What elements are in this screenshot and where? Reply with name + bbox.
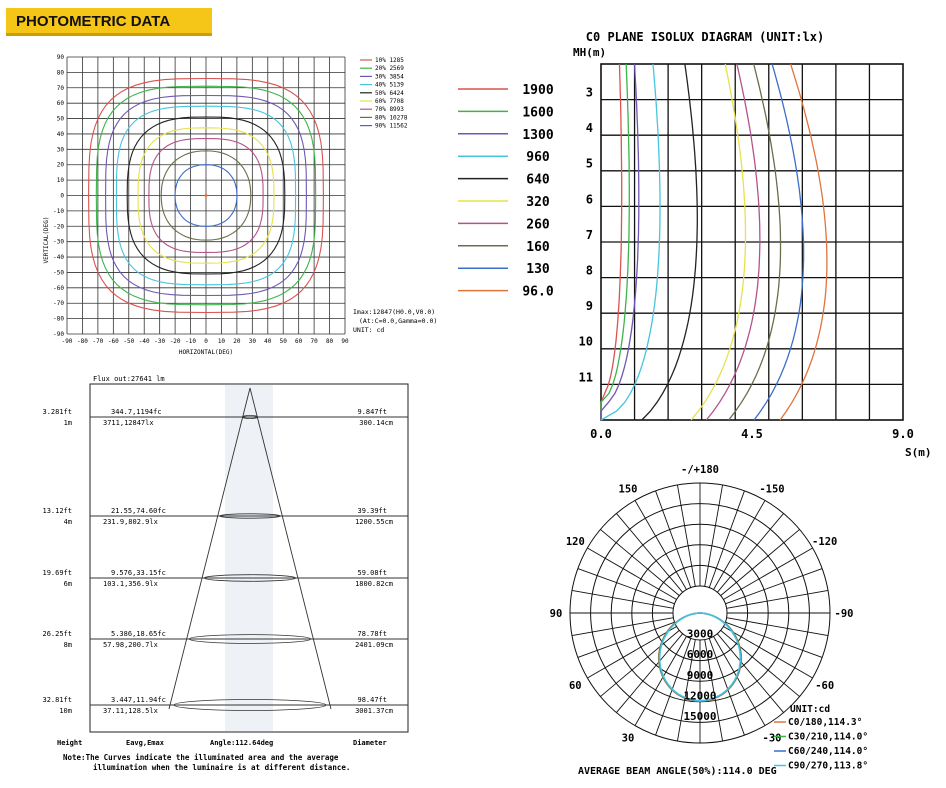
row-illuminance-fc: 21.55,74.60fc bbox=[111, 507, 166, 515]
y-tick-label: 0 bbox=[60, 192, 64, 200]
y-tick-label: 7 bbox=[585, 227, 593, 242]
y-tick-label: 9 bbox=[585, 299, 593, 314]
polar-radial-label: 6000 bbox=[686, 648, 714, 662]
row-diameter-cm: 3001.37cm bbox=[355, 707, 393, 715]
polar-legend bbox=[774, 717, 868, 772]
x-tick-label: -50 bbox=[123, 338, 135, 345]
footer-eavg: Eavg,Emax bbox=[126, 739, 164, 747]
x-tick-label: 90 bbox=[341, 338, 349, 345]
polar-angle-label: 120 bbox=[565, 536, 585, 548]
y-tick-label: 3 bbox=[585, 85, 593, 100]
row-diameter-cm: 300.14cm bbox=[359, 419, 393, 427]
x-tick-label: 40 bbox=[264, 338, 272, 345]
polar-radial-label: 15000 bbox=[683, 710, 717, 723]
row-diameter-ft: 98.47ft bbox=[357, 696, 387, 704]
row-diameter-cm: 1800.82cm bbox=[355, 580, 393, 588]
y-tick-label: 50 bbox=[56, 115, 64, 123]
row-height-ft: 19.69ft bbox=[42, 569, 72, 577]
candela-unit: UNIT: cd bbox=[353, 326, 385, 334]
y-tick-label: 40 bbox=[56, 130, 64, 138]
polar-radial-label: 9000 bbox=[686, 668, 714, 682]
polar-angle-label: -/+180 bbox=[681, 464, 719, 476]
row-illuminance-lx: 231.9,802.9lx bbox=[103, 518, 158, 526]
polar-spoke bbox=[572, 618, 673, 636]
x-tick-label: -60 bbox=[107, 338, 119, 345]
row-illuminance-lx: 57.98,200.7lx bbox=[103, 641, 158, 649]
y-tick-label: 20 bbox=[56, 161, 64, 169]
polar-unit: UNIT:cd bbox=[790, 704, 831, 715]
y-tick-label: -80 bbox=[53, 315, 64, 323]
legend-label: 10% 1285 bbox=[375, 57, 404, 64]
polar-angle-labels bbox=[550, 464, 854, 745]
row-height-ft: 3.281ft bbox=[42, 408, 72, 416]
illuminance-cone-chart bbox=[40, 370, 440, 780]
x-tick-label: 60 bbox=[295, 338, 303, 345]
x-tick-label: -20 bbox=[169, 338, 181, 345]
row-height-m: 1m bbox=[63, 419, 72, 427]
row-diameter-ft: 59.08ft bbox=[357, 569, 387, 577]
isolux-chart bbox=[450, 20, 946, 465]
row-illuminance-lx: 3711,12847lx bbox=[103, 419, 154, 427]
row-height-ft: 13.12ft bbox=[42, 507, 72, 515]
isolux-grid bbox=[601, 64, 903, 420]
legend-label: C30/210,114.0° bbox=[788, 731, 869, 743]
iso-candela-legend bbox=[360, 57, 408, 130]
x-tick-label: -10 bbox=[185, 338, 196, 345]
section-title: PHOTOMETRIC DATA bbox=[6, 8, 212, 36]
x-tick-label: 4.5 bbox=[741, 427, 763, 441]
legend-label: 130 bbox=[526, 262, 550, 278]
row-illuminance-fc: 344.7,1194fc bbox=[111, 408, 162, 416]
legend-label: 1600 bbox=[522, 105, 554, 121]
y-tick-label: -40 bbox=[53, 254, 64, 262]
row-height-ft: 32.81ft bbox=[42, 696, 72, 704]
polar-angle-label: -60 bbox=[815, 680, 835, 692]
isolux-x-label: S(m) bbox=[905, 446, 932, 459]
row-diameter-ft: 78.78ft bbox=[357, 630, 387, 638]
legend-label: 20% 2569 bbox=[375, 65, 404, 73]
y-tick-label: 10 bbox=[56, 177, 64, 185]
polar-angle-label: -30 bbox=[762, 732, 782, 745]
polar-spoke bbox=[705, 485, 723, 586]
flux-output: Flux out:27641 lm bbox=[93, 375, 165, 383]
cone-shade bbox=[225, 385, 273, 731]
x-tick-label: 50 bbox=[279, 338, 287, 345]
legend-label: 1300 bbox=[522, 127, 554, 143]
row-diameter-cm: 1200.55cm bbox=[355, 518, 393, 526]
x-tick-label: 80 bbox=[325, 338, 334, 345]
legend-label: 260 bbox=[526, 217, 550, 233]
polar-angle-label: 90 bbox=[549, 608, 563, 620]
polar-angle-label: -90 bbox=[834, 608, 854, 620]
row-height-m: 6m bbox=[63, 580, 72, 588]
x-tick-label: 70 bbox=[310, 338, 318, 345]
legend-label: 30% 3854 bbox=[375, 73, 404, 81]
polar-angle-label: 150 bbox=[618, 483, 638, 496]
legend-label: 90% 11562 bbox=[375, 122, 408, 130]
legend-label: 60% 7708 bbox=[375, 98, 404, 105]
y-tick-label: 6 bbox=[585, 192, 593, 207]
imax-angle-note: (At:C=0.0,Gamma=0.0) bbox=[359, 317, 438, 325]
polar-spoke bbox=[727, 618, 828, 636]
y-tick-label: 90 bbox=[56, 54, 64, 61]
x-tick-label: 20 bbox=[233, 338, 241, 345]
isolux-title: C0 PLANE ISOLUX DIAGRAM (UNIT:lx) bbox=[585, 30, 825, 44]
x-tick-label: 0.0 bbox=[590, 427, 612, 441]
y-tick-label: -70 bbox=[53, 300, 64, 308]
y-tick-label: 80 bbox=[56, 69, 64, 77]
legend-label: 640 bbox=[526, 172, 550, 188]
polar-spoke bbox=[572, 590, 673, 608]
x-tick-label: -80 bbox=[77, 338, 88, 345]
x-tick-label: -70 bbox=[92, 338, 104, 345]
polar-spoke bbox=[677, 485, 695, 586]
polar-angle-label: -120 bbox=[812, 536, 838, 548]
row-height-ft: 26.25ft bbox=[42, 630, 72, 638]
y-tick-label: 10 bbox=[578, 334, 593, 349]
iso-candela-chart bbox=[0, 45, 460, 365]
row-height-m: 10m bbox=[59, 707, 72, 715]
polar-radial-label: 12000 bbox=[683, 689, 717, 703]
polar-angle-label: -150 bbox=[759, 483, 785, 496]
row-illuminance-lx: 37.11,128.5lx bbox=[103, 707, 158, 715]
legend-label: 1900 bbox=[522, 83, 554, 98]
footer-angle: Angle:112.64deg bbox=[210, 739, 274, 747]
y-tick-label: 30 bbox=[56, 146, 64, 154]
y-tick-label: -30 bbox=[53, 238, 64, 246]
legend-label: C90/270,113.8° bbox=[788, 760, 869, 772]
legend-label: 50% 6424 bbox=[375, 89, 404, 97]
row-height-m: 8m bbox=[63, 641, 72, 649]
row-diameter-ft: 9.847ft bbox=[357, 408, 387, 416]
x-tick-label: -30 bbox=[154, 338, 166, 345]
polar-chart bbox=[520, 460, 940, 785]
y-tick-label: 70 bbox=[56, 84, 64, 92]
polar-angle-label: 30 bbox=[621, 732, 635, 745]
legend-label: 160 bbox=[526, 239, 550, 255]
y-tick-label: -90 bbox=[53, 331, 64, 338]
polar-radial-label: 3000 bbox=[686, 627, 714, 641]
legend-label: C60/240,114.0° bbox=[788, 746, 869, 757]
row-illuminance-fc: 5.386,18.65fc bbox=[111, 630, 166, 638]
isolux-legend bbox=[458, 83, 554, 300]
legend-label: 96.0 bbox=[522, 284, 554, 300]
legend-label: 80% 10278 bbox=[375, 114, 408, 122]
x-tick-label: 9.0 bbox=[892, 427, 914, 441]
y-tick-label: 60 bbox=[56, 100, 64, 108]
x-tick-label: -90 bbox=[61, 338, 73, 345]
legend-label: 70% 8993 bbox=[375, 106, 404, 114]
y-tick-label: -10 bbox=[53, 207, 64, 215]
cone-note-line1: Note:The Curves indicate the illuminated area and the average bbox=[63, 753, 339, 762]
y-tick-label: 4 bbox=[585, 121, 593, 136]
row-diameter-ft: 39.39ft bbox=[357, 507, 387, 515]
iso-candela-x-label: HORIZONTAL(DEG) bbox=[178, 349, 234, 356]
legend-label: C0/180,114.3° bbox=[788, 717, 863, 728]
row-illuminance-fc: 9.576,33.15fc bbox=[111, 569, 166, 577]
footer-height: Height bbox=[57, 739, 83, 747]
imax-note: Imax:12847(H0.0,V0.0) bbox=[353, 308, 436, 316]
iso-candela-y-label: VERTICAL(DEG) bbox=[43, 216, 50, 264]
isolux-y-label: MH(m) bbox=[573, 46, 607, 59]
y-tick-label: -20 bbox=[53, 223, 64, 231]
y-tick-label: 11 bbox=[578, 370, 593, 385]
imax-marker bbox=[205, 194, 208, 197]
legend-label: 40% 5139 bbox=[375, 81, 404, 89]
polar-angle-label: 60 bbox=[568, 680, 582, 692]
row-illuminance-lx: 103.1,356.9lx bbox=[103, 580, 158, 588]
footer-diameter: Diameter bbox=[353, 739, 387, 747]
legend-label: 960 bbox=[526, 150, 550, 166]
polar-spoke bbox=[727, 590, 828, 608]
x-tick-label: 0 bbox=[204, 338, 208, 345]
y-tick-label: -60 bbox=[53, 284, 64, 292]
row-diameter-cm: 2401.09cm bbox=[355, 641, 393, 649]
beam-angle: AVERAGE BEAM ANGLE(50%):114.0 DEG bbox=[578, 766, 777, 777]
row-height-m: 4m bbox=[63, 518, 72, 526]
row-illuminance-fc: 3.447,11.94fc bbox=[111, 696, 166, 704]
x-tick-label: 10 bbox=[217, 338, 226, 345]
x-tick-label: -40 bbox=[138, 338, 150, 345]
y-tick-label: -50 bbox=[53, 269, 64, 277]
x-tick-label: 30 bbox=[248, 338, 256, 345]
cone-note-line2: illumination when the luminaire is at different distance. bbox=[93, 763, 351, 772]
legend-label: 320 bbox=[526, 195, 550, 210]
y-tick-label: 5 bbox=[585, 156, 593, 171]
y-tick-label: 8 bbox=[585, 263, 593, 278]
